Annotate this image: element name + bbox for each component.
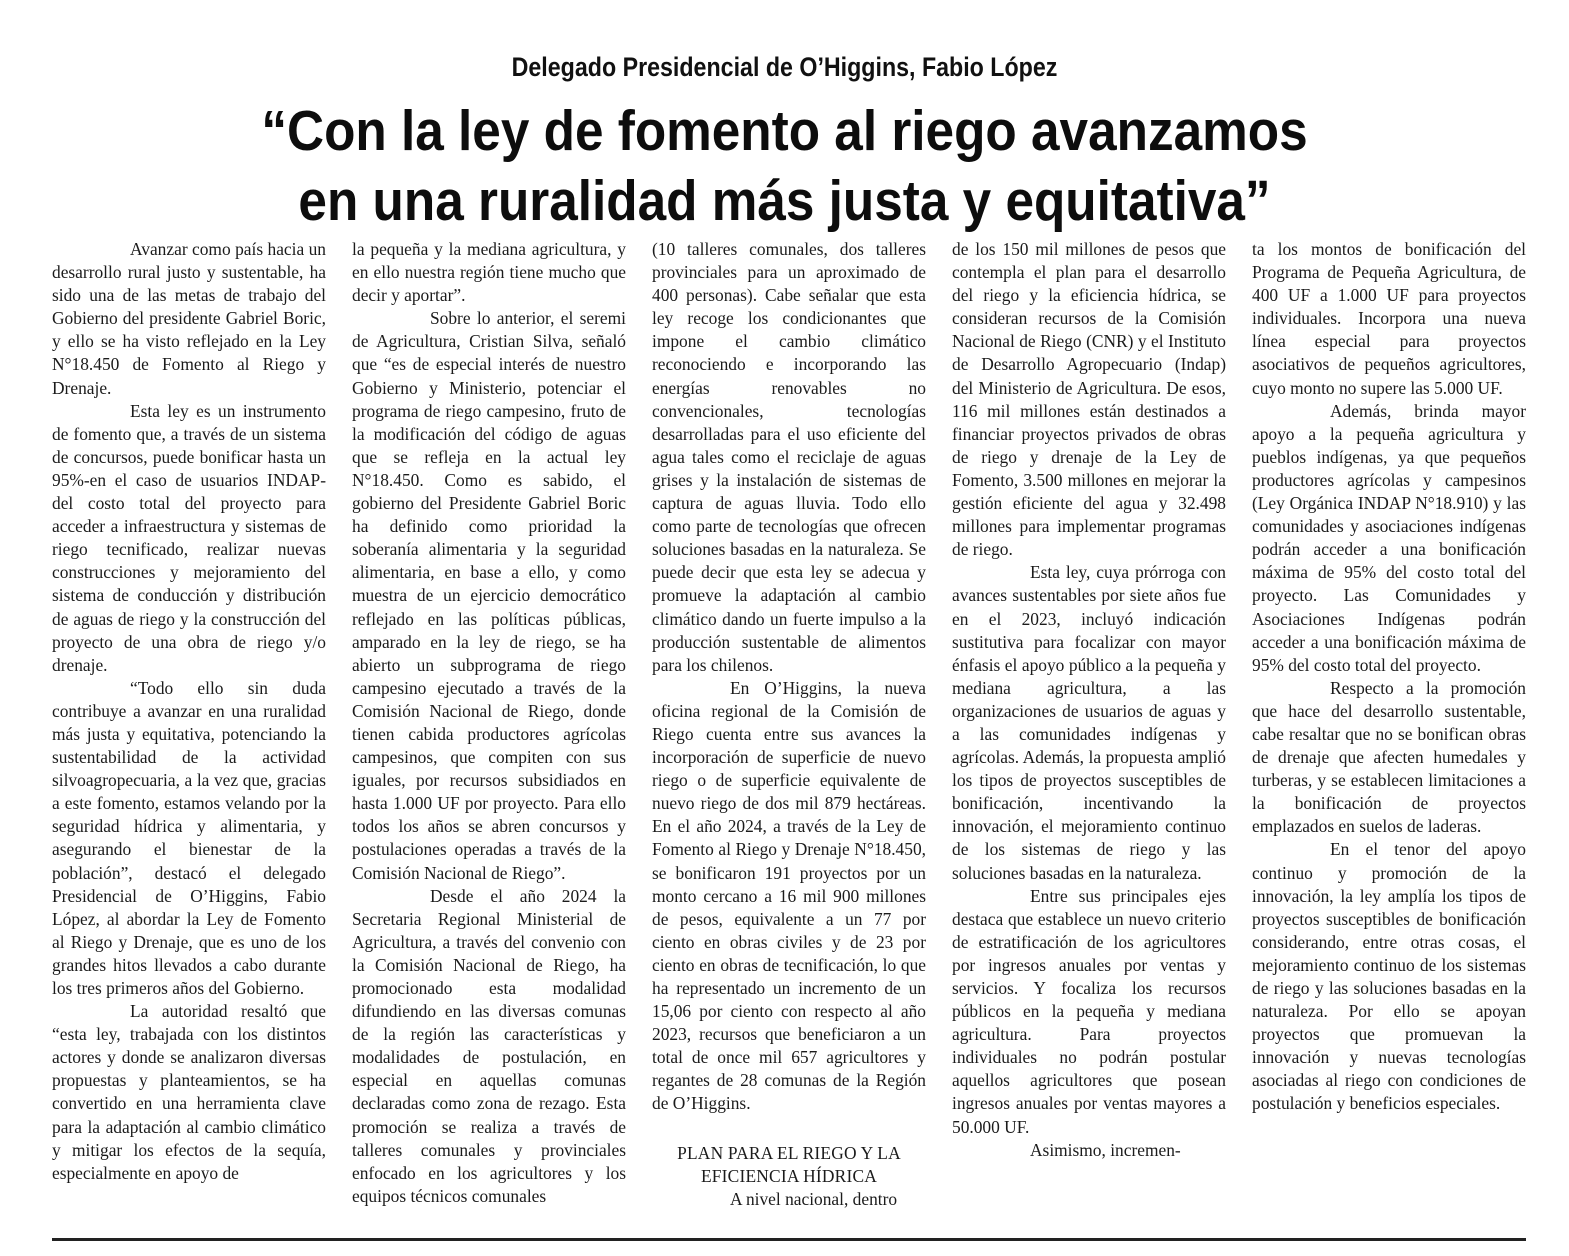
article-column-2 bbox=[352, 238, 626, 1218]
article-paragraph: Esta ley, cuya prórroga con avances sustentables por siete años fue en el 2023, incluyó indicación sustitutiva para focalizar con mayor énfasis el apoyo público a la pequeña y mediana agricultura, a las organizaciones de usuarios de aguas y a las comunidades indígenas y agrícolas. Además, la propuesta amplió los tipos de proyectos susceptibles de bonificación, incentivando la innovación, el mejoramiento continuo de los sistemas de riego y las soluciones basadas en la naturaleza. bbox=[952, 562, 1226, 883]
article-body bbox=[52, 238, 1526, 1218]
article-column-3 bbox=[652, 238, 926, 1218]
article-paragraph: La autoridad resaltó que “esta ley, trabajada con los distintos actores y donde se analizaron diversas propuestas y planteamientos, se ha convertido en una herramienta clave para la adaptación al cambio climático y mitigar los efectos de la sequía, especialmente en apoyo de bbox=[52, 1001, 326, 1183]
article-headline bbox=[78, 96, 1490, 236]
article-paragraph: Asimismo, incremen- bbox=[1030, 1139, 1181, 1160]
article-column-1 bbox=[52, 238, 326, 1218]
article-paragraph: ta los montos de bonificación del Programa de Pequeña Agricultura, de 400 UF a 1.000 UF para proyectos individuales. Incorpora una nueva línea especial para proyectos asociativos de pequeños agricultores, cuyo monto no supere las 5.000 UF. bbox=[1252, 239, 1526, 398]
article-paragraph: Entre sus principales ejes destaca que establece un nuevo criterio de estratificación de los agricultores por ingresos anuales por ventas y servicios. Y focaliza los recursos públicos en la pequeña y mediana agricultura. Para proyectos individuales no podrán postular aquellos agricultores que posean ingresos anuales por ventas mayores a 50.000 UF. bbox=[952, 885, 1226, 1137]
article-paragraph: Además, brinda mayor apoyo a la pequeña agricultura y pueblos indígenas, ya que pequeños productores agrícolas y campesinos (Ley Orgánica INDAP N°18.910) y las comunidades y asociaciones indígenas podrán acceder a una bonificación máxima de 95% del costo total del proyecto. Las Comunidades y Asociaciones Indígenas podrán acceder a una bonificación máxima de 95% del costo total del proyecto. bbox=[1252, 400, 1526, 675]
article-paragraph: A nivel nacional, dentro bbox=[730, 1188, 898, 1209]
article-paragraph: de los 150 mil millones de pesos que contempla el plan para el desarrollo del riego y la eficiencia hídrica, se consideran recursos de la Comisión Nacional de Riego (CNR) y el Instituto de Desarrollo Agropecuario (Indap) del Ministerio de Agricultura. De esos, 116 mil millones están destinados a financiar proyectos privados de obras de riego y drenaje de la Ley de Fomento, 3.500 millones en mejorar la gestión eficiente del agua y 32.498 millones para implementar programas de riego. bbox=[952, 239, 1226, 560]
article-paragraph: Sobre lo anterior, el seremi de Agricultura, Cristian Silva, señaló que “es de especial interés de nuestro Gobierno y Ministerio, potenciar el programa de riego campesino, fruto de la modificación del código de aguas que se refleja en la actual ley N°18.450. Como es sabido, el gobierno del Presidente Gabriel Boric ha definido como prioridad la soberanía alimentaria y la seguridad alimentaria, en base a ello, y como muestra de un ejercicio democrático reflejado en las políticas públicas, amparado en la ley de riego, se ha abierto un subprograma de riego campesino ejecutado a través de la Comisión Nacional de Riego, donde tienen cabida productores agrícolas campesinos, que compiten con sus iguales, por recursos subsidiados en hasta 1.000 UF por proyecto. Para ello todos los años se abren concursos y postulaciones operadas a través de la Comisión Nacional de Riego”. bbox=[352, 308, 626, 883]
article-paragraph: En O’Higgins, la nueva oficina regional de la Comisión de Riego cuenta entre sus avances la incorporación de superficie de nuevo riego o de superficie equivalente de nuevo riego de dos mil 879 hectáreas. En el año 2024, a través de la Ley de Fomento al Riego y Drenaje N°18.450, se bonificaron 191 proyectos por un monto cercano a 16 mil 900 millones de pesos, equivalente a un 77 por ciento en obras civiles y de 23 por ciento en obras de tecnificación, lo que ha representado un incremento de un 15,06 por ciento con respecto al año 2023, recursos que beneficiaron a un total de once mil 657 agricultores y regantes de 28 comunas de la Región de O’Higgins. bbox=[652, 677, 926, 1114]
article-paragraph: la pequeña y la mediana agricultura, y en ello nuestra región tiene mucho que decir y aportar”. bbox=[352, 239, 626, 306]
article-paragraph: Respecto a la promoción que hace del desarrollo sustentable, cabe resaltar que no se bonifican obras de drenaje que afecten humedales y turberas, y se establecen limitaciones a la bonificación de proyectos emplazados en suelos de laderas. bbox=[1252, 677, 1526, 837]
article-column-4 bbox=[952, 238, 1226, 1218]
article-paragraph: Avanzar como país hacia un desarrollo rural justo y sustentable, ha sido una de las metas de trabajo del Gobierno del presidente Gabriel Boric, y ello se ha visto reflejado en la Ley N°18.450 de Fomento al Riego y Drenaje. bbox=[52, 239, 326, 398]
article-paragraph: (10 talleres comunales, dos talleres provinciales para un aproximado de 400 personas). Cabe señalar que esta ley recoge los condicionantes que impone el cambio climático reconociendo e incorporando las energías renovables no convencionales, tecnologías desarrolladas para el uso eficiente del agua tales como el reciclaje de aguas grises y la instalación de sistemas de captura de aguas lluvia. Todo ello como parte de tecnologías que ofrecen soluciones basadas en la naturaleza. Se puede decir que esta ley se adecua y promueve la adaptación al cambio climático dando un fuerte impulso a la producción sustentable de alimentos para los chilenos. bbox=[652, 239, 926, 675]
bottom-divider bbox=[52, 1238, 1526, 1241]
headline-line-1: “Con la ley de fomento al riego avanzamos bbox=[261, 99, 1308, 163]
article-paragraph: “Todo ello sin duda contribuye a avanzar en una ruralidad más justa y equitativa, potenciando la sustentabilidad de la actividad silvoagropecuaria, a la vez que, gracias a este fomento, estamos velando por la seguridad hídrica y alimentaria, y asegurando el bienestar de la población”, destacó el delegado Presidencial de O’Higgins, Fabio López, al abordar la Ley de Fomento al Riego y Drenaje, que es uno de los grandes hitos llevados a cabo durante los tres primeros años del Gobierno. bbox=[52, 677, 326, 998]
article-paragraph: Esta ley es un instrumento de fomento que, a través de un sistema de concursos, puede bonificar hasta un 95%-en el caso de usuarios INDAP- del costo total del proyecto para acceder a infraestructura y sistemas de riego tecnificado, realizar nuevas construcciones y mejoramiento del sistema de conducción y distribución de aguas de riego y la construcción del proyecto de una obra de riego y/o drenaje. bbox=[52, 400, 326, 675]
article-paragraph: En el tenor del apoyo continuo y promoción de la innovación, la ley amplía los tipos de proyectos susceptibles de bonificación considerando, entre otras cosas, el mejoramiento continuo de los sistemas de riego y las soluciones basadas en la naturaleza. Por ello se apoyan proyectos que promuevan la innovación y nuevas tecnologías asociadas al riego con condiciones de postulación y beneficios especiales. bbox=[1252, 839, 1526, 1114]
section-subheading: PLAN PARA EL RIEGO Y LA EFICIENCIA HÍDRICA bbox=[677, 1142, 901, 1186]
article-column-5 bbox=[1252, 238, 1526, 1218]
headline-line-2: en una ruralidad más justa y equitativa” bbox=[298, 169, 1271, 233]
article-paragraph: Desde el año 2024 la Secretaria Regional Ministerial de Agricultura, a través del convenio con la Comisión Nacional de Riego, ha promocionado esta modalidad difundiendo en las diversas comunas de la región las características y modalidades de postulación, en especial en aquellas comunas declaradas como zona de rezago. Esta promoción se realiza a través de talleres comunales y provinciales enfocado en los agricultores y los equipos técnicos comunales bbox=[352, 885, 626, 1206]
article-kicker: Delegado Presidencial de O’Higgins, Fabio López bbox=[511, 52, 1058, 82]
